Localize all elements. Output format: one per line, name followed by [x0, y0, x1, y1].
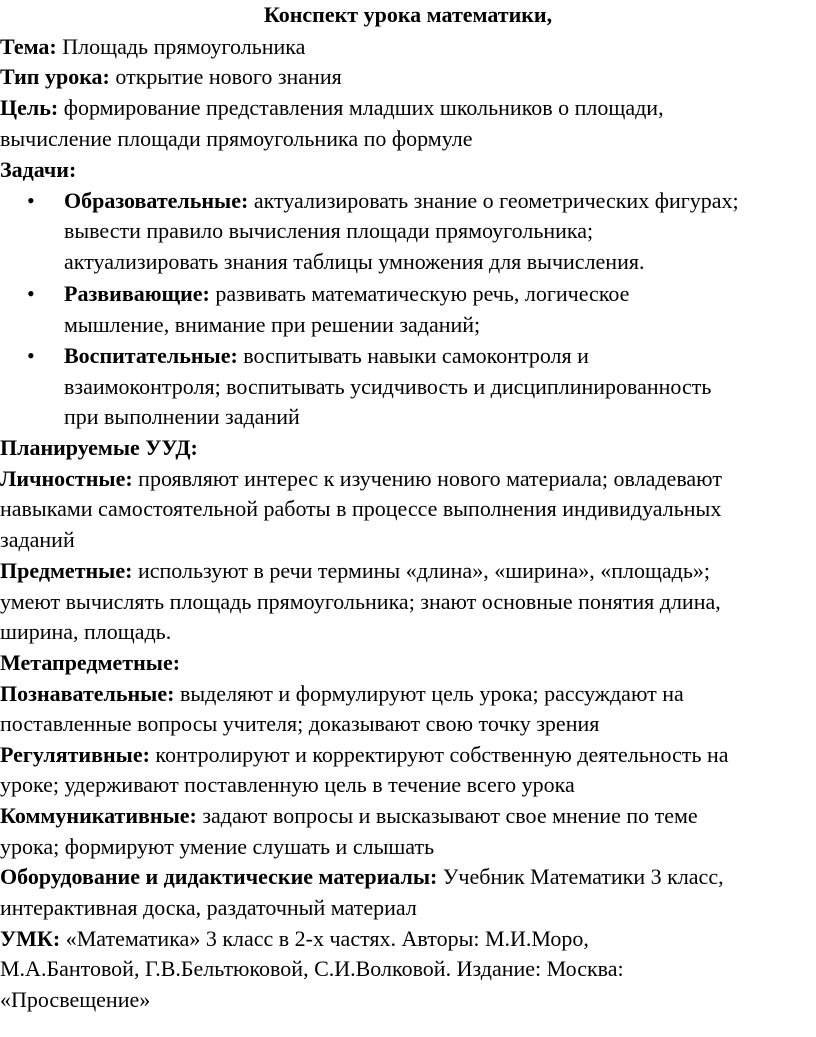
personal-text: проявляют интерес к изучению нового материала; овладевают — [132, 466, 722, 491]
umk-label: УМК: — [0, 926, 61, 951]
subject-line-1 — [0, 556, 710, 586]
bullet-icon: • — [27, 188, 35, 213]
personal-line-3: заданий — [0, 527, 75, 552]
cognitive-text: выделяют и формулируют цель урока; рассуждают на — [174, 681, 684, 706]
personal-line-2: навыками самостоятельной работы в процессе выполнения индивидуальных — [0, 496, 722, 521]
equipment-line-1 — [0, 862, 724, 892]
goal-line — [0, 93, 664, 123]
topic-line — [0, 32, 305, 62]
meta-heading: Метапредметные: — [0, 650, 181, 675]
goal-continuation: вычисление площади прямоугольника по формуле — [0, 126, 473, 151]
regulatory-label: Регулятивные: — [0, 742, 150, 767]
uud-heading: Планируемые УУД: — [0, 435, 198, 460]
regulatory-text: контролируют и корректируют собственную деятельность на — [149, 742, 729, 767]
tasks-heading: Задачи: — [0, 157, 77, 182]
goal-label: Цель: — [0, 95, 59, 120]
bullet-icon: • — [27, 281, 35, 306]
task-educational-line-3: актуализировать знания таблицы умножения для вычисления. — [64, 249, 645, 274]
task-upbringing-line-3: при выполнении заданий — [64, 404, 300, 429]
equipment-label: Оборудование и дидактические материалы: — [0, 864, 438, 889]
equipment-line-2: интерактивная доска, раздаточный материал — [0, 895, 417, 920]
communicative-label: Коммуникативные: — [0, 803, 197, 828]
cognitive-label: Познавательные: — [0, 681, 175, 706]
task-upbringing-line-1 — [64, 341, 589, 371]
goal-text: формирование представления младших школьников о площади, — [58, 95, 664, 120]
topic-text: Площадь прямоугольника — [56, 34, 306, 59]
task-educational-line-2: вывести правило вычисления площади прямоугольника; — [64, 218, 594, 243]
page-title: Конспект урока математики, — [263, 2, 553, 27]
task-upbringing-line-2: взаимоконтроля; воспитывать усидчивость и дисциплинированность — [64, 374, 712, 399]
equipment-text: Учебник Математики 3 класс, — [437, 864, 724, 889]
cognitive-line-1 — [0, 679, 684, 709]
umk-line-2: М.А.Бантовой, Г.В.Бельтюковой, С.И.Волковой. Издание: Москва: — [0, 956, 624, 981]
personal-label: Личностные: — [0, 466, 133, 491]
regulatory-line-2: уроке; удерживают поставленную цель в течение всего урока — [0, 772, 575, 797]
task-developmental-label: Развивающие: — [64, 281, 210, 306]
task-upbringing-label: Воспитательные: — [64, 343, 238, 368]
personal-line-1 — [0, 464, 722, 494]
lesson-type-label: Тип урока: — [0, 64, 110, 89]
task-educational-label: Образовательные: — [64, 188, 249, 213]
regulatory-line-1 — [0, 740, 729, 770]
umk-line-1 — [0, 924, 589, 954]
task-developmental-text: развивать математическую речь, логическое — [209, 281, 630, 306]
communicative-line-2: урока; формируют умение слушать и слышать — [0, 834, 435, 859]
task-educational-text: актуализировать знание о геометрических фигурах; — [248, 188, 739, 213]
cognitive-line-2: поставленные вопросы учителя; доказывают свою точку зрения — [0, 711, 600, 736]
umk-text: «Математика» 3 класс в 2-х частях. Авторы: М.И.Моро, — [60, 926, 589, 951]
communicative-text: задают вопросы и высказывают свое мнение по теме — [196, 803, 698, 828]
task-upbringing-text: воспитывать навыки самоконтроля и — [237, 343, 589, 368]
topic-label: Тема: — [0, 34, 57, 59]
umk-line-3: «Просвещение» — [0, 987, 151, 1012]
subject-text: используют в речи термины «длина», «ширина», «площадь»; — [132, 558, 711, 583]
task-developmental-line-2: мышление, внимание при решении заданий; — [64, 312, 481, 337]
lesson-type-text: открытие нового знания — [109, 64, 342, 89]
subject-line-3: ширина, площадь. — [0, 619, 172, 644]
lesson-type-line — [0, 62, 342, 92]
subject-line-2: умеют вычислять площадь прямоугольника; знают основные понятия длина, — [0, 589, 721, 614]
subject-label: Предметные: — [0, 558, 133, 583]
task-educational-line-1 — [64, 186, 739, 216]
communicative-line-1 — [0, 801, 698, 831]
task-developmental-line-1 — [64, 279, 629, 309]
bullet-icon: • — [27, 343, 35, 368]
